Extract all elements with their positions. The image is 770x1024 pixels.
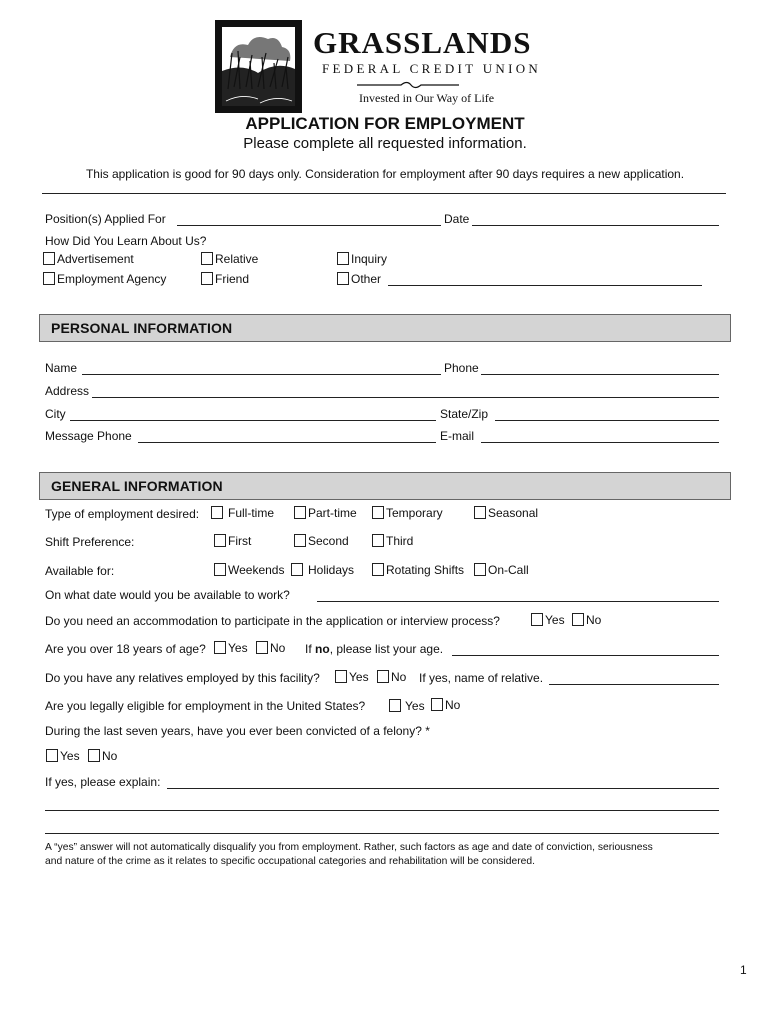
option-label: Other [351, 272, 382, 286]
option-fulltime[interactable] [211, 506, 274, 520]
checkbox[interactable] [474, 506, 486, 519]
felony-yes[interactable] [46, 749, 80, 763]
option-label: First [228, 534, 252, 548]
learn-label: How Did You Learn About Us? [45, 234, 207, 248]
age-field[interactable] [452, 655, 719, 656]
option-rotating[interactable] [372, 563, 464, 577]
accommodation-yes[interactable] [531, 613, 565, 627]
checkbox[interactable] [291, 563, 303, 576]
city-label: City [45, 407, 66, 421]
accommodation-question: Do you need an accommodation to participate in the application or interview process? [45, 614, 500, 628]
age-yes[interactable] [214, 641, 248, 655]
address-label: Address [45, 384, 90, 398]
age-list-text: , please list your age. [329, 642, 444, 656]
age-question: Are you over 18 years of age? [45, 642, 206, 656]
checkbox[interactable] [372, 534, 384, 547]
option-label: On-Call [488, 563, 529, 577]
checkbox[interactable] [43, 272, 55, 285]
option-shift-second[interactable] [294, 534, 349, 548]
option-label: Third [386, 534, 414, 548]
explain-field-3[interactable] [45, 833, 719, 834]
general-section-header [39, 472, 731, 500]
option-friend[interactable] [201, 272, 249, 286]
checkbox[interactable] [294, 506, 306, 519]
page-title: APPLICATION FOR EMPLOYMENT [245, 114, 525, 133]
page-number: 1 [740, 963, 747, 977]
checkbox[interactable] [211, 506, 223, 519]
option-label: No [102, 749, 118, 763]
option-temporary[interactable] [372, 506, 443, 520]
explain-field-2[interactable] [45, 810, 719, 811]
personal-section-header [39, 314, 731, 342]
statezip-label: State/Zip [440, 407, 489, 421]
message-phone-field[interactable] [138, 442, 436, 443]
explain-label: If yes, please explain: [45, 775, 161, 789]
checkbox[interactable] [214, 641, 226, 654]
age-no[interactable] [256, 641, 285, 655]
checkbox[interactable] [372, 506, 384, 519]
option-other[interactable] [337, 272, 381, 286]
disclaimer-line-2: and nature of the crime as it relates to specific occupational categories and rehabilitation will be considered. [45, 856, 535, 867]
swoosh-divider-icon [357, 79, 459, 91]
name-label: Name [45, 361, 78, 375]
option-label: No [391, 670, 407, 684]
logo-emblem [215, 20, 302, 113]
positions-label: Position(s) Applied For [45, 212, 166, 226]
phone-label: Phone [444, 361, 479, 375]
brand-tagline: Invested in Our Way of Life [359, 91, 495, 105]
city-field[interactable] [70, 420, 436, 421]
shift-label: Shift Preference: [45, 535, 135, 549]
option-seasonal[interactable] [474, 506, 538, 520]
other-field[interactable] [388, 285, 702, 286]
checkbox[interactable] [474, 563, 486, 576]
start-date-question: On what date would you be available to work? [45, 588, 290, 602]
checkbox[interactable] [46, 749, 58, 762]
checkbox[interactable] [335, 670, 347, 683]
option-label: Friend [215, 272, 250, 286]
option-inquiry[interactable] [337, 252, 387, 266]
option-label: Inquiry [351, 252, 388, 266]
brand-subtitle: FEDERAL CREDIT UNION [322, 61, 542, 76]
checkbox[interactable] [572, 613, 584, 626]
checkbox[interactable] [531, 613, 543, 626]
relatives-followup: If yes, name of relative. [419, 671, 544, 685]
checkbox[interactable] [372, 563, 384, 576]
positions-field[interactable] [177, 225, 441, 226]
explain-field-1[interactable] [167, 788, 719, 789]
option-holidays[interactable] [291, 563, 354, 577]
option-label: Employment Agency [57, 272, 167, 286]
start-date-field[interactable] [317, 601, 719, 602]
brand-name: GRASSLANDS [313, 25, 532, 60]
option-label: Yes [60, 749, 80, 763]
relatives-question: Do you have any relatives employed by this facility? [45, 671, 320, 685]
option-label: Yes [228, 641, 248, 655]
checkbox[interactable] [337, 272, 349, 285]
felony-no[interactable] [88, 749, 117, 763]
checkbox[interactable] [88, 749, 100, 762]
option-label: Temporary [386, 506, 443, 520]
option-label: No [586, 613, 602, 627]
message-phone-label: Message Phone [45, 429, 132, 443]
eligible-yes[interactable] [389, 699, 425, 713]
option-relative[interactable] [201, 252, 258, 266]
header-divider [42, 193, 726, 194]
relatives-yes[interactable] [335, 670, 369, 684]
option-parttime[interactable] [294, 506, 357, 520]
employment-type-label: Type of employment desired: [45, 507, 200, 521]
age-followup [305, 642, 443, 656]
email-field[interactable] [481, 442, 719, 443]
section-title: PERSONAL INFORMATION [51, 320, 233, 336]
disclaimer-line-1: A “yes” answer will not automatically disqualify you from employment. Rather, such factors as age and date of conviction, seriousness [45, 842, 653, 853]
option-label: Advertisement [57, 252, 134, 266]
option-label: No [270, 641, 286, 655]
checkbox[interactable] [431, 698, 443, 711]
checkbox[interactable] [43, 252, 55, 265]
option-shift-third[interactable] [372, 534, 413, 548]
email-label: E-mail [440, 429, 475, 443]
age-if-text: If [305, 642, 312, 656]
age-no-emphasis: no [315, 642, 330, 656]
checkbox[interactable] [337, 252, 349, 265]
checkbox[interactable] [256, 641, 268, 654]
option-label: Second [308, 534, 349, 548]
option-label: Weekends [228, 563, 285, 577]
option-label: Seasonal [488, 506, 539, 520]
option-oncall[interactable] [474, 563, 529, 577]
checkbox[interactable] [377, 670, 389, 683]
option-label: Rotating Shifts [386, 563, 465, 577]
checkbox[interactable] [294, 534, 306, 547]
felony-question: During the last seven years, have you ever been convicted of a felony? * [45, 724, 430, 738]
checkbox[interactable] [201, 252, 213, 265]
section-title: GENERAL INFORMATION [51, 478, 223, 494]
option-label: Yes [349, 670, 369, 684]
checkbox[interactable] [214, 563, 226, 576]
option-label: Part-time [308, 506, 357, 520]
date-field[interactable] [472, 225, 719, 226]
checkbox[interactable] [201, 272, 213, 285]
available-label: Available for: [45, 564, 115, 578]
option-label: Relative [215, 252, 259, 266]
date-label: Date [444, 212, 470, 226]
eligible-no[interactable] [431, 698, 460, 712]
option-label: No [445, 698, 461, 712]
option-weekends[interactable] [214, 563, 284, 577]
grass-landscape-icon [222, 27, 295, 106]
relatives-no[interactable] [377, 670, 406, 684]
checkbox[interactable] [214, 534, 226, 547]
checkbox[interactable] [389, 699, 401, 712]
phone-field[interactable] [481, 374, 719, 375]
option-label: Yes [405, 699, 425, 713]
option-agency[interactable] [43, 272, 166, 286]
option-advertisement[interactable] [43, 252, 134, 266]
validity-notice: This application is good for 90 days only. Consideration for employment after 90 days requires a new application. [85, 167, 685, 181]
option-shift-first[interactable] [214, 534, 251, 548]
relative-name-field[interactable] [549, 684, 719, 685]
statezip-field[interactable] [495, 420, 719, 421]
option-label: Yes [545, 613, 565, 627]
option-label: Holidays [308, 563, 355, 577]
name-field[interactable] [82, 374, 441, 375]
page-subtitle: Please complete all requested information. [243, 135, 527, 152]
address-field[interactable] [92, 397, 719, 398]
accommodation-no[interactable] [572, 613, 601, 627]
option-label: Full-time [228, 506, 275, 520]
eligible-question: Are you legally eligible for employment in the United States? [45, 699, 366, 713]
